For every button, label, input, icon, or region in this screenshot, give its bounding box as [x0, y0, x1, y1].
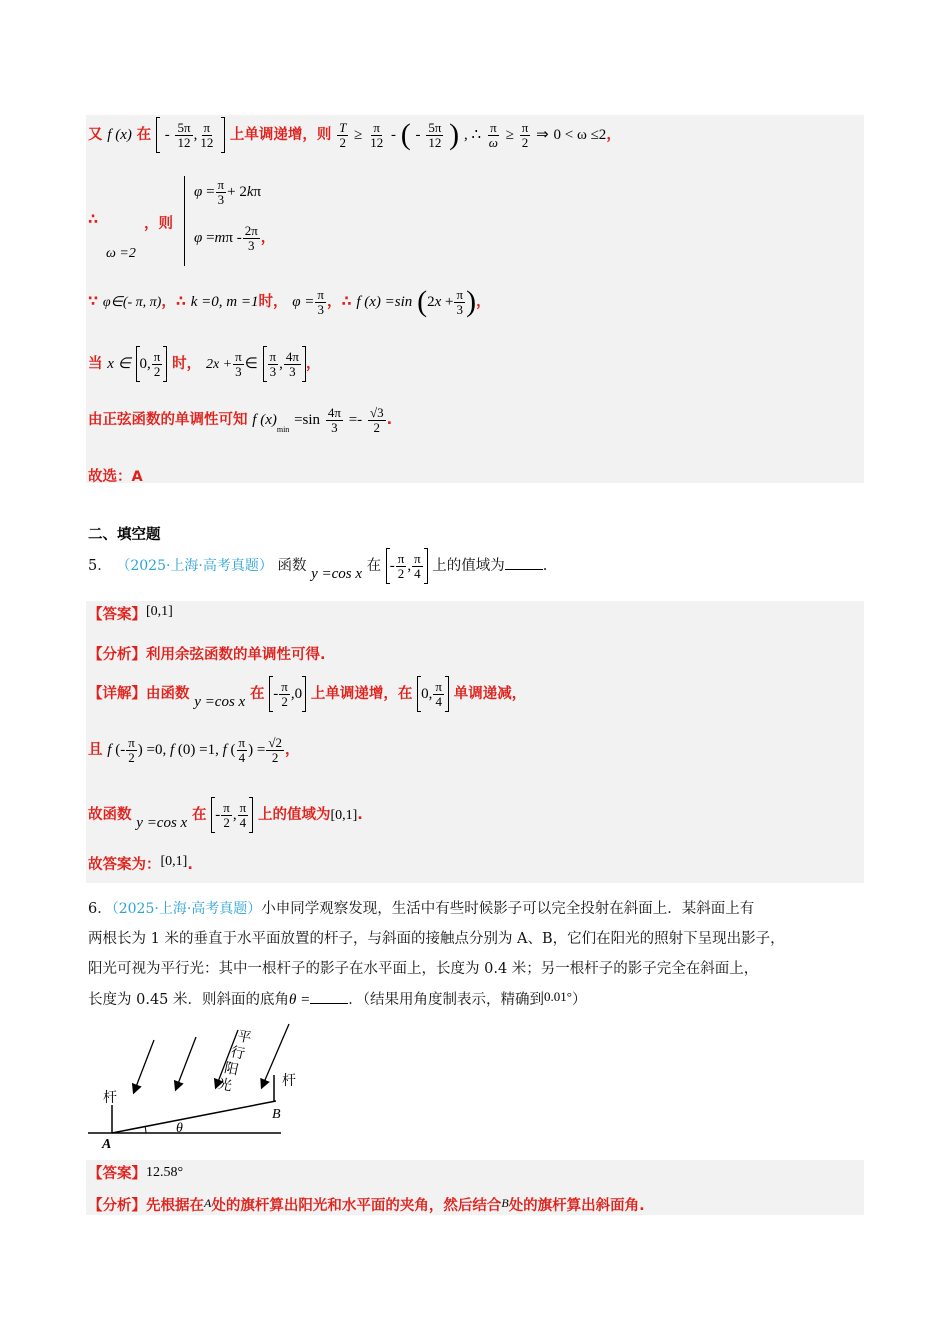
- frac-pi-12-b: $\frac{\pi}{12}$: [370, 119, 384, 150]
- minus-sign: -: [164, 127, 170, 143]
- q5-blank: [505, 555, 543, 570]
- system-eq-2: φ =mπ - $\frac{2\pi}{3}$ ，: [194, 223, 276, 253]
- frac-T-2: $\frac{T}{2}$: [339, 119, 347, 150]
- omega-range: 0 < ω ≤2: [553, 127, 607, 143]
- svg-text:行: 行: [229, 1044, 247, 1063]
- q5-analysis: 【分析】利用余弦函数的单调性可得.: [88, 647, 326, 663]
- light-ray-1: [134, 1040, 154, 1092]
- frac-5pi-12-b: $\frac{5\pi}{12}$: [428, 119, 442, 150]
- pole-right-label: 杆: [282, 1073, 296, 1089]
- point-b-label: B: [272, 1107, 281, 1122]
- pole-left-label: 杆: [103, 1090, 117, 1106]
- frac-pi-12: $\frac{\pi}{12}$: [200, 119, 214, 150]
- q6-answer: 【答案】12.58°: [88, 1165, 184, 1182]
- q5-func: y =cos x: [311, 566, 363, 582]
- svg-text:光: 光: [216, 1076, 234, 1095]
- q4-line-1: 又 f (x) 在 - $\frac{5\pi}{12}$ , $\frac{\pi}{12}$ 上单调递增，则 $\frac{T}{2}$ ≥ $\frac{\pi}{12}$ - ( - $\frac{5\pi}{12}$ ) , ∴ $\frac{\pi}{\omega}$ ≥ $\frac{\pi}{2}$ ⇒ 0 < ω ≤2，: [88, 118, 621, 151]
- q5-answer-value: [0,1]: [146, 604, 173, 619]
- point-a-label: A: [102, 1137, 112, 1152]
- fx-sin: f (x) =sin: [356, 294, 413, 310]
- system-brace: [184, 176, 189, 266]
- then-text: ，则: [144, 216, 173, 232]
- phi-eq: φ =: [292, 294, 315, 310]
- q5-source: （2025·上海·高考真题）: [116, 558, 273, 574]
- zai-text: 在: [136, 127, 152, 143]
- question-5: 5． （2025·上海·高考真题） 函数 y =cos x 在 - $\frac{\pi}{2}$ , $\frac{\pi}{4}$ 上的值域为 .: [88, 548, 547, 584]
- section-title: 二、填空题: [88, 527, 161, 543]
- q5-final: 故答案为：[0,1].: [88, 854, 193, 873]
- q4-final-choice: 故选：A: [88, 469, 143, 485]
- fx-min: f (x): [252, 412, 277, 429]
- x-in: x ∈: [107, 356, 131, 372]
- svg-text:阳: 阳: [222, 1060, 240, 1079]
- phi-range: φ∈(- π, π): [102, 295, 162, 310]
- slope-line: [112, 1101, 276, 1133]
- q5-number: 5．: [88, 558, 112, 574]
- q6-answer-value: 12.58°: [146, 1165, 184, 1180]
- svg-text:平: 平: [235, 1028, 253, 1047]
- q5-answer: 【答案】[0,1]: [88, 604, 173, 623]
- question-6-line-4: 长度为 0.45 米．则斜面的底角θ = ．（结果用角度制表示，精确到0.01°）: [88, 989, 587, 1008]
- light-ray-2: [176, 1037, 196, 1089]
- dang-text: 当: [88, 356, 103, 372]
- paren-close: ): [449, 118, 460, 151]
- because-symbol: ∵: [88, 294, 99, 310]
- q4-line-3: ∵ φ∈(- π, π)，∴ k =0, m =1时， φ = $\frac{\pi}{3}$ ，∴ f (x) =sin (2x + $\frac{\pi}{3}$ )，: [88, 285, 491, 318]
- question-6-line-1: 6．（2025·上海·高考真题）小申同学观察发现，生活中有些时候影子可以完全投射在斜面上．某斜面上有: [88, 901, 755, 917]
- fx: f (x): [107, 127, 132, 143]
- light-label: [216, 1026, 252, 1096]
- frac-pi-2: $\frac{\pi}{2}$: [521, 119, 529, 150]
- omega-value: ω =2: [106, 246, 136, 261]
- question-6-line-2: 两根长为 1 米的垂直于水平面放置的杆子，与斜面的接触点分别为 A、B，它们在阳光的照射下呈现出影子，: [88, 931, 785, 947]
- system-eq-1: φ = $\frac{\pi}{3}$ + 2kπ: [194, 177, 262, 207]
- question-6-line-3: 阳光可视为平行光：其中一根杆子的影子在水平面上，长度为 0.4 米；另一根杆子的影子完全在斜面上，: [88, 961, 759, 977]
- therefore-symbol: ∴: [88, 212, 99, 228]
- theta-label: θ: [176, 1121, 183, 1136]
- q6-analysis: 【分析】先根据在$^A$处的旗杆算出阳光和水平面的夹角，然后结合$^B$处的旗杆算出斜面角.: [88, 1196, 645, 1214]
- paren-open: (: [400, 118, 411, 151]
- q5-detail-1: 【详解】由函数 y =cos x 在 - $\frac{\pi}{2}$ ,0 上单调递增，在 0, $\frac{\pi}{4}$ 单调递减，: [88, 676, 526, 712]
- k-m-values: k =0, m =1: [190, 294, 259, 310]
- interval-close: [221, 117, 225, 153]
- q4-line-5: 由正弦函数的单调性可知 f $(x)_{min} =\sin$ $\frac{4\pi}{3}$ =- $\frac{√3}{2}$ .: [88, 405, 393, 435]
- q4-line-4: 当 x ∈ 0, $\frac{\pi}{2}$ 时， 2x + $\frac{\pi}{3}$ ∈ $\frac{\pi}{3}$ , $\frac{4\pi}{3}$ ，: [88, 346, 320, 382]
- inc-text: 上单调递增，则: [229, 127, 332, 143]
- shi-text: 时，: [172, 356, 202, 372]
- interval-open: [156, 117, 160, 153]
- conclusion-text: 由正弦函数的单调性可知: [88, 412, 248, 429]
- q5-detail-3: 故函数 y =cos x 在 - $\frac{\pi}{2}$ , $\frac{\pi}{4}$ 上的值域为[0,1].: [88, 797, 363, 833]
- expr-2x: 2x +: [205, 357, 233, 372]
- q5-detail-2: 且 f (- $\frac{\pi}{2}$ ) =0, f (0) =1, f ( $\frac{\pi}{4}$ ) = $\frac{√2}{2}$ ，: [88, 735, 300, 765]
- frac-pi-omega: $\frac{\pi}{\omega}$: [488, 119, 498, 150]
- you-text: 又: [88, 127, 103, 143]
- frac-5pi-12: $\frac{5\pi}{12}$: [177, 119, 191, 150]
- slope-shadow-figure: [86, 1022, 326, 1152]
